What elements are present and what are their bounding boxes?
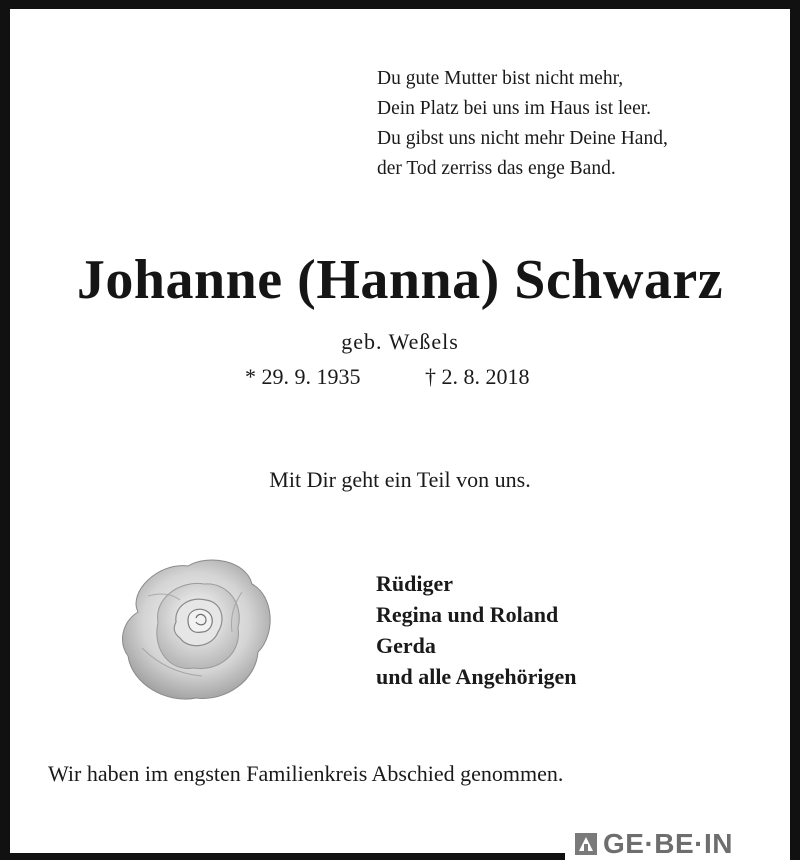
logo-text: GE·BE·IN [603, 828, 733, 859]
birth-name: geb. Weßels [341, 329, 459, 354]
poem [377, 64, 668, 184]
rose-icon [118, 552, 276, 704]
family-member: und alle Angehörigen [376, 664, 577, 689]
gebein-logo-icon [573, 831, 599, 857]
poem-line: Dein Platz bei uns im Haus ist leer. [377, 98, 652, 119]
family-member: Gerda [376, 633, 436, 658]
gebein-logo [565, 828, 790, 860]
farewell-note: Wir haben im engsten Familienkreis Abschied genommen. [48, 761, 564, 786]
motto: Mit Dir geht ein Teil von uns. [269, 467, 531, 492]
rose-image [118, 552, 276, 704]
birth-date: * 29. 9. 1935 [245, 364, 361, 389]
family-member: Regina und Roland [376, 602, 559, 627]
poem-line: der Tod zerriss das enge Band. [377, 158, 616, 179]
poem-line: Du gibst uns nicht mehr Deine Hand, [377, 128, 668, 149]
poem-line: Du gute Mutter bist nicht mehr, [377, 68, 624, 89]
family-list [376, 568, 576, 692]
family-member: Rüdiger [376, 571, 453, 596]
death-date: † 2. 8. 2018 [425, 364, 530, 389]
deceased-name: Johanne (Hanna) Schwarz [76, 249, 724, 311]
